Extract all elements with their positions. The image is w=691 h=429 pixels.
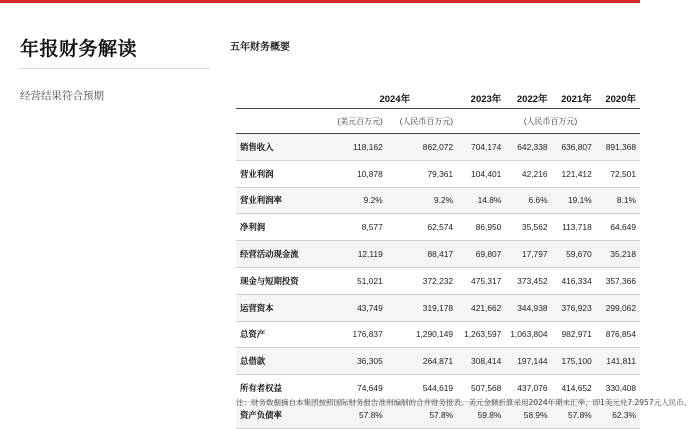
row-value: 59.8% bbox=[457, 401, 505, 428]
row-value: 197,144 bbox=[505, 348, 551, 375]
page-title: 年报财务解读 bbox=[20, 38, 138, 60]
row-value: 330,408 bbox=[596, 375, 640, 402]
unit-usd: (美元百万元) bbox=[332, 109, 386, 134]
table-row bbox=[236, 241, 640, 268]
row-value: 42,216 bbox=[505, 160, 551, 187]
row-value: 416,334 bbox=[552, 267, 596, 294]
row-value: 57.8% bbox=[332, 401, 386, 428]
header-year-2024: 2024年 bbox=[332, 80, 457, 109]
unit-rmb: (人民币百万元) bbox=[387, 109, 457, 134]
row-value: 9.2% bbox=[387, 187, 457, 214]
row-label: 净利润 bbox=[236, 214, 332, 241]
row-value: 264,871 bbox=[387, 348, 457, 375]
row-value: 636,807 bbox=[552, 134, 596, 161]
unit-blank-2023 bbox=[457, 109, 505, 134]
row-value: 862,072 bbox=[387, 134, 457, 161]
row-value: 308,414 bbox=[457, 348, 505, 375]
financial-summary-table bbox=[236, 80, 640, 429]
unit-rmb-historical: (人民币百万元) bbox=[505, 109, 595, 134]
row-value: 982,971 bbox=[552, 321, 596, 348]
row-value: 51,021 bbox=[332, 267, 386, 294]
row-value: 507,568 bbox=[457, 375, 505, 402]
row-value: 74,649 bbox=[332, 375, 386, 402]
table-row bbox=[236, 187, 640, 214]
row-value: 35,218 bbox=[596, 241, 640, 268]
row-value: 8.1% bbox=[596, 187, 640, 214]
row-value: 357,366 bbox=[596, 267, 640, 294]
row-value: 86,950 bbox=[457, 214, 505, 241]
row-label: 经营活动现金流 bbox=[236, 241, 332, 268]
row-value: 475,317 bbox=[457, 267, 505, 294]
section-title: 五年财务概要 bbox=[230, 42, 290, 53]
header-year-2023: 2023年 bbox=[457, 80, 505, 109]
row-value: 19.1% bbox=[552, 187, 596, 214]
header-year-2022: 2022年 bbox=[505, 80, 551, 109]
table-row bbox=[236, 294, 640, 321]
row-label: 销售收入 bbox=[236, 134, 332, 161]
table-row bbox=[236, 134, 640, 161]
row-value: 376,923 bbox=[552, 294, 596, 321]
row-label: 总资产 bbox=[236, 321, 332, 348]
row-value: 57.8% bbox=[387, 401, 457, 428]
row-value: 35,562 bbox=[505, 214, 551, 241]
row-value: 319,178 bbox=[387, 294, 457, 321]
row-value: 9.2% bbox=[332, 187, 386, 214]
row-value: 14.8% bbox=[457, 187, 505, 214]
row-label: 所有者权益 bbox=[236, 375, 332, 402]
header-year-2020: 2020年 bbox=[596, 80, 640, 109]
row-value: 69,807 bbox=[457, 241, 505, 268]
row-value: 79,361 bbox=[387, 160, 457, 187]
row-label: 现金与短期投资 bbox=[236, 267, 332, 294]
row-label: 资产负债率 bbox=[236, 401, 332, 428]
row-value: 72,501 bbox=[596, 160, 640, 187]
row-value: 544,619 bbox=[387, 375, 457, 402]
row-value: 113,718 bbox=[552, 214, 596, 241]
table-body bbox=[236, 134, 640, 429]
page-subtitle: 经营结果符合预期 bbox=[20, 90, 104, 102]
row-value: 121,412 bbox=[552, 160, 596, 187]
table-row bbox=[236, 160, 640, 187]
row-value: 642,338 bbox=[505, 134, 551, 161]
header-year-2021: 2021年 bbox=[552, 80, 596, 109]
row-value: 1,063,804 bbox=[505, 321, 551, 348]
row-value: 372,232 bbox=[387, 267, 457, 294]
row-value: 88,417 bbox=[387, 241, 457, 268]
row-value: 891,368 bbox=[596, 134, 640, 161]
left-panel bbox=[0, 0, 210, 411]
financial-summary-table-wrap bbox=[236, 80, 640, 429]
row-label: 运营资本 bbox=[236, 294, 332, 321]
unit-blank-2020 bbox=[596, 109, 640, 134]
row-value: 58.9% bbox=[505, 401, 551, 428]
unit-blank bbox=[236, 109, 332, 134]
year-header-row bbox=[236, 80, 640, 109]
row-value: 421,662 bbox=[457, 294, 505, 321]
row-value: 1,290,149 bbox=[387, 321, 457, 348]
row-label: 营业利润率 bbox=[236, 187, 332, 214]
row-value: 17,797 bbox=[505, 241, 551, 268]
unit-header-row bbox=[236, 109, 640, 134]
table-row bbox=[236, 321, 640, 348]
row-value: 12,119 bbox=[332, 241, 386, 268]
row-value: 175,100 bbox=[552, 348, 596, 375]
row-value: 704,174 bbox=[457, 134, 505, 161]
table-row bbox=[236, 348, 640, 375]
row-value: 1,263,597 bbox=[457, 321, 505, 348]
row-value: 176,837 bbox=[332, 321, 386, 348]
row-value: 64,649 bbox=[596, 214, 640, 241]
row-value: 57.8% bbox=[552, 401, 596, 428]
row-label: 总借款 bbox=[236, 348, 332, 375]
row-value: 876,854 bbox=[596, 321, 640, 348]
row-value: 104,401 bbox=[457, 160, 505, 187]
row-value: 6.6% bbox=[505, 187, 551, 214]
table-row bbox=[236, 214, 640, 241]
footnote: 注：财务数据摘自本集团按照国际财务报告准则编制的合并财务报表。美元金额折算采用2024年期末汇率，即1美元兑7.2957元人民币。 bbox=[236, 398, 691, 407]
row-value: 43,749 bbox=[332, 294, 386, 321]
row-value: 36,305 bbox=[332, 348, 386, 375]
row-value: 10,878 bbox=[332, 160, 386, 187]
right-panel bbox=[226, 0, 691, 420]
row-value: 62,574 bbox=[387, 214, 457, 241]
row-label: 营业利润 bbox=[236, 160, 332, 187]
row-value: 62.3% bbox=[596, 401, 640, 428]
row-value: 373,452 bbox=[505, 267, 551, 294]
table-row bbox=[236, 267, 640, 294]
title-divider bbox=[20, 68, 210, 69]
header-blank bbox=[236, 80, 332, 109]
row-value: 8,577 bbox=[332, 214, 386, 241]
row-value: 299,062 bbox=[596, 294, 640, 321]
row-value: 414,652 bbox=[552, 375, 596, 402]
row-value: 344,938 bbox=[505, 294, 551, 321]
row-value: 141,811 bbox=[596, 348, 640, 375]
row-value: 437,076 bbox=[505, 375, 551, 402]
row-value: 59,670 bbox=[552, 241, 596, 268]
row-value: 118,162 bbox=[332, 134, 386, 161]
